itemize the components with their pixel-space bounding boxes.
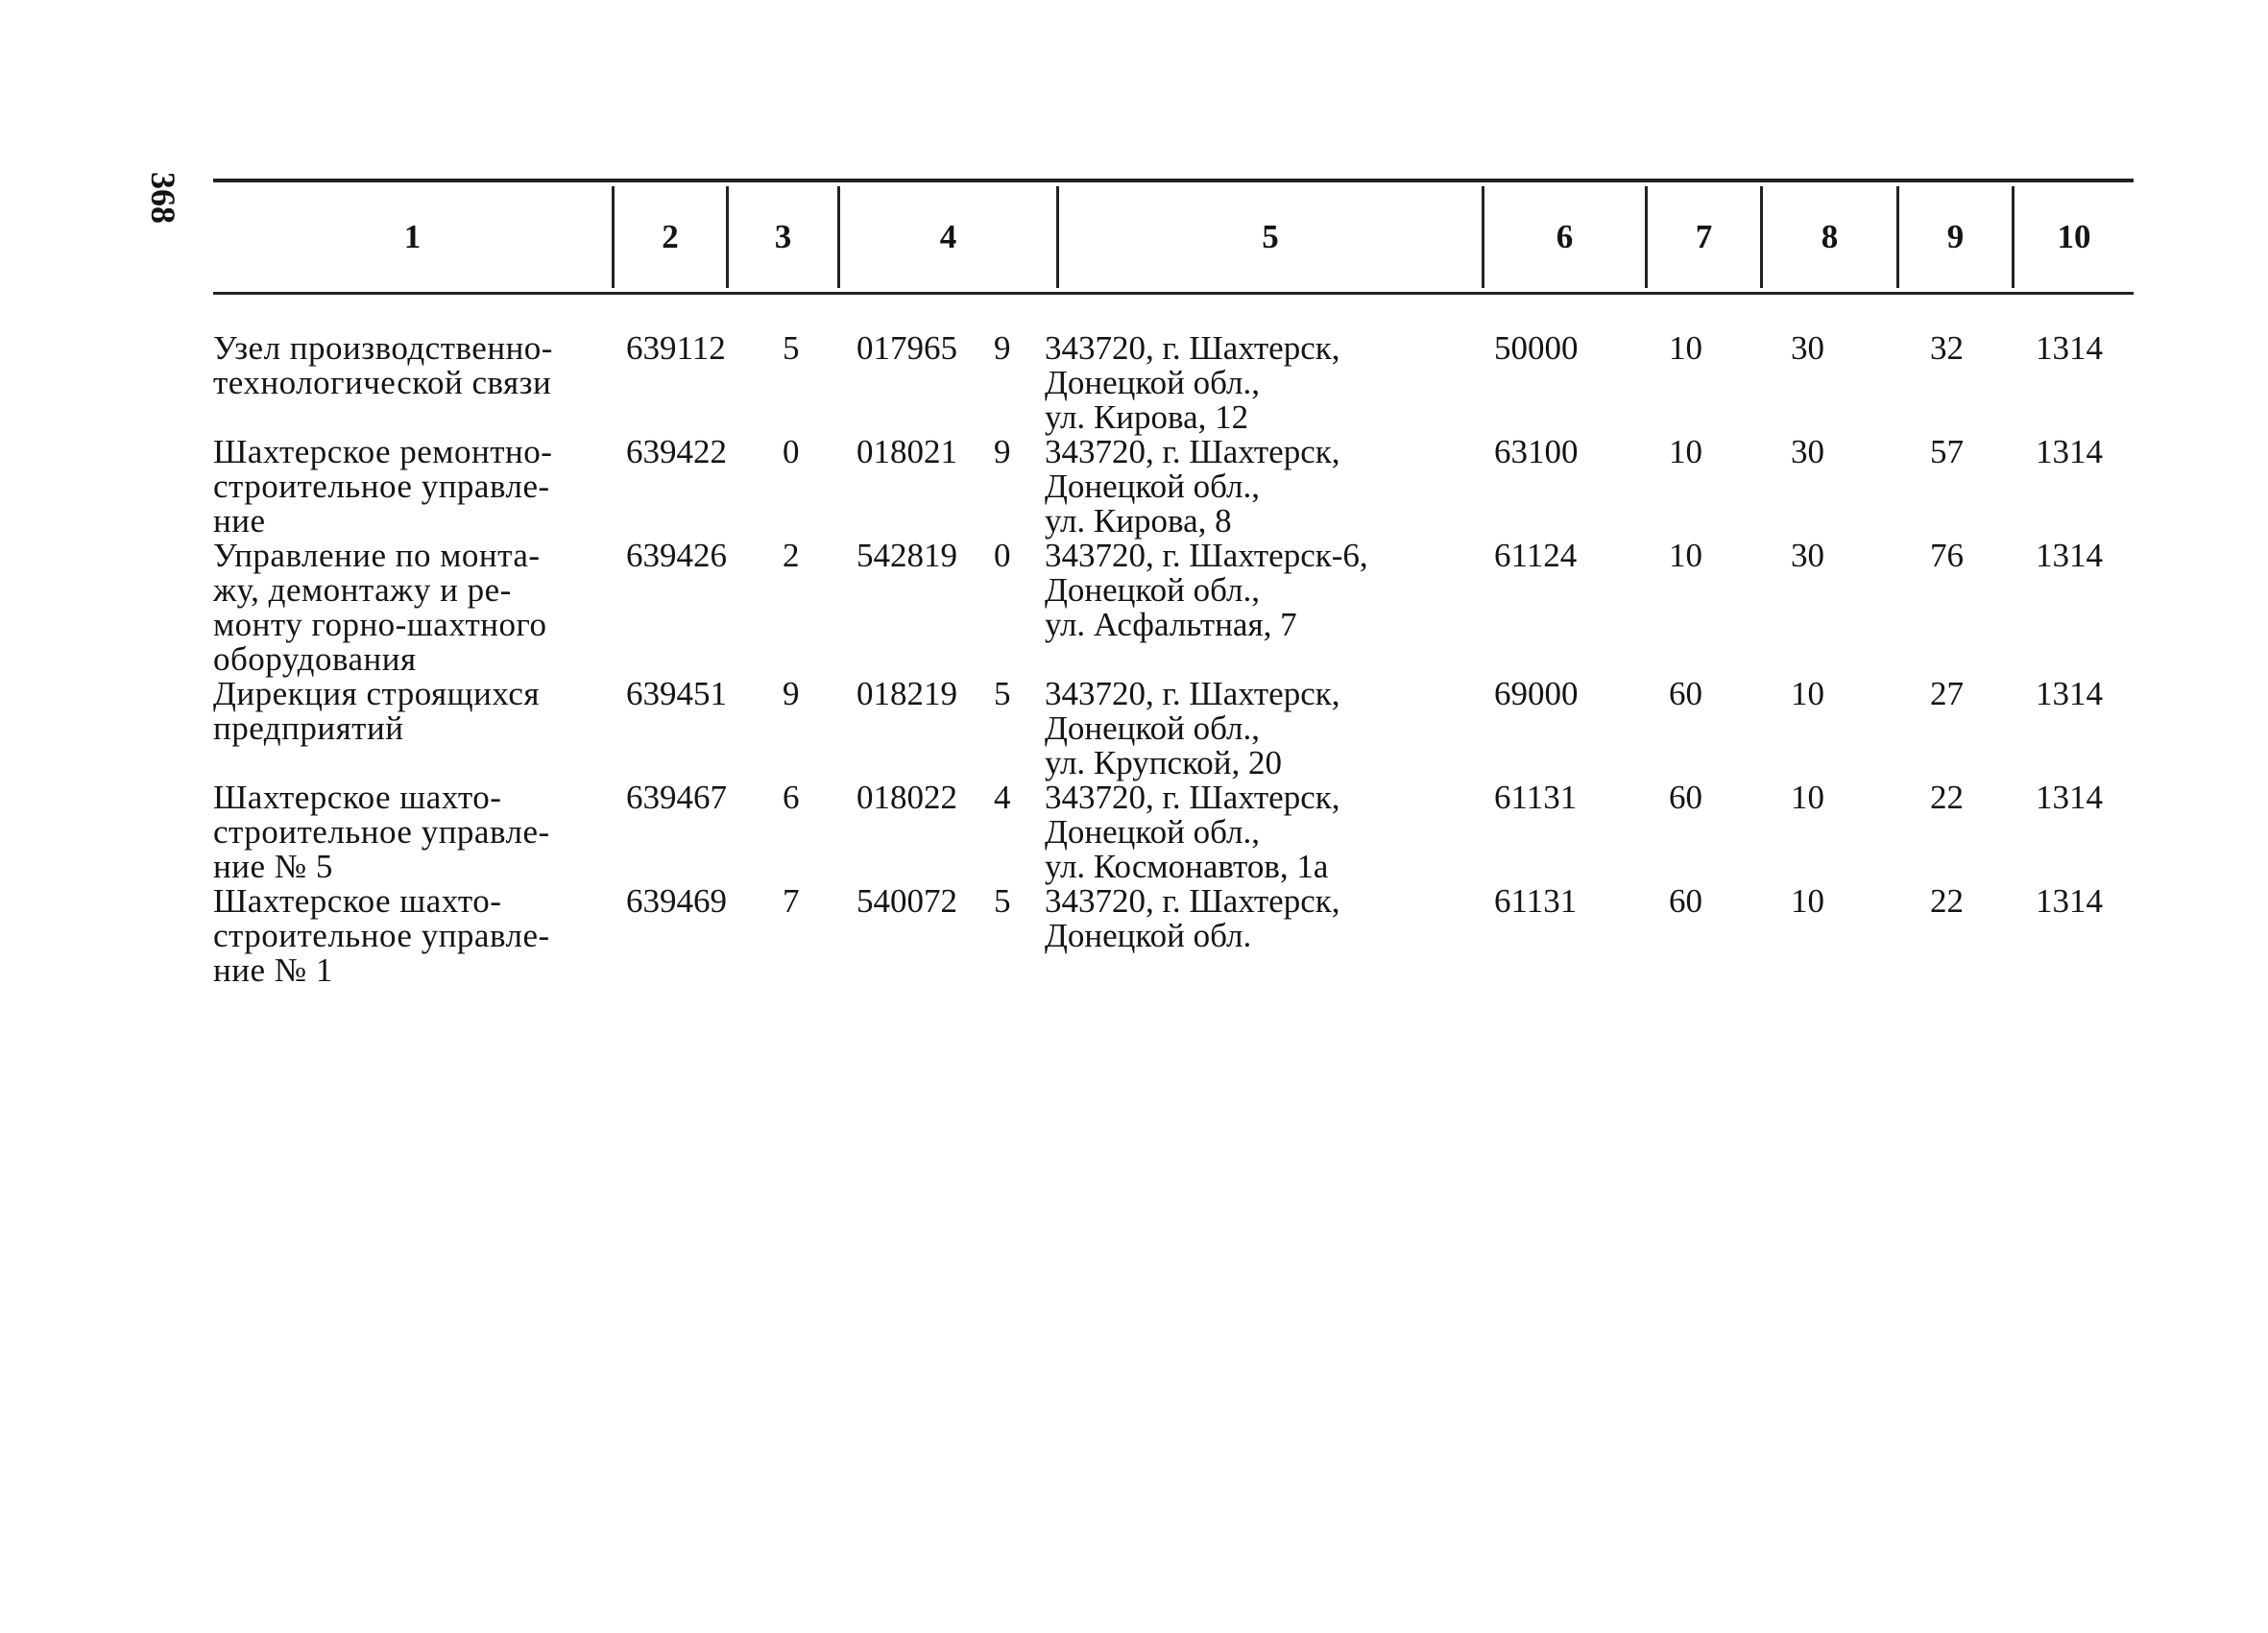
cell-col-2: 639467	[626, 779, 727, 816]
cell-col-7: 60	[1669, 779, 1702, 816]
column-header-7: 7	[1695, 218, 1713, 255]
cell-col-1-line: строительное управле-	[213, 468, 550, 505]
cell-col-5-line: Донецкой обл.,	[1045, 364, 1260, 401]
cell-col-4: 540072	[857, 882, 957, 920]
cell-col-1-line: Шахтерское шахто-	[213, 882, 502, 920]
cell-col-10: 1314	[2036, 433, 2103, 470]
cell-col-7: 10	[1669, 433, 1702, 470]
cell-col-1-line: оборудования	[213, 640, 417, 678]
cell-col-5-line: 343720, г. Шахтерск,	[1045, 433, 1340, 470]
cell-col-5-line: ул. Крупской, 20	[1045, 744, 1283, 781]
cell-col-6: 61124	[1494, 537, 1578, 574]
cell-col-3: 7	[783, 882, 800, 920]
cell-col-5-line: Донецкой обл.,	[1045, 813, 1260, 851]
cell-col-5-line: 343720, г. Шахтерск,	[1045, 882, 1340, 920]
cell-col-1-line: строительное управле-	[213, 813, 550, 851]
cell-col-2: 639469	[626, 882, 727, 920]
cell-col-4: 018021	[857, 433, 957, 470]
cell-col-2: 639426	[626, 537, 727, 574]
cell-col-5-line: 343720, г. Шахтерск,	[1045, 779, 1340, 816]
cell-col-3: 2	[783, 537, 800, 574]
cell-col-1-line: Шахтерское шахто-	[213, 779, 502, 816]
cell-col-10: 1314	[2036, 882, 2103, 920]
cell-col-4: 018022	[857, 779, 957, 816]
cell-col-1-line: Управление по монта-	[213, 537, 541, 574]
cell-col-1-line: монту горно-шахтного	[213, 606, 547, 643]
cell-col-7: 10	[1669, 329, 1702, 367]
cell-col-1-line: ние № 5	[213, 848, 333, 885]
cell-col-5-line: ул. Кирова, 12	[1045, 398, 1249, 436]
cell-col-8: 30	[1791, 537, 1824, 574]
cell-col-9: 22	[1930, 779, 1964, 816]
cell-col-6: 61131	[1494, 779, 1578, 816]
cell-col-4: 018219	[857, 675, 957, 712]
cell-col-8: 30	[1791, 433, 1824, 470]
cell-col-1-line: Дирекция строящихся	[213, 675, 540, 712]
cell-col-4: 542819	[857, 537, 957, 574]
cell-col-5-line: Донецкой обл.,	[1045, 571, 1260, 609]
cell-col-2: 639422	[626, 433, 727, 470]
cell-col-10: 1314	[2036, 537, 2103, 574]
cell-col-6: 61131	[1494, 882, 1578, 920]
table-header-rule	[213, 292, 2134, 295]
cell-col-4-check: 5	[994, 882, 1011, 920]
cell-col-4-check: 0	[994, 537, 1011, 574]
cell-col-4-check: 4	[994, 779, 1011, 816]
column-header-1: 1	[403, 218, 422, 255]
table-top-rule	[213, 179, 2134, 182]
cell-col-3: 5	[783, 329, 800, 367]
cell-col-10: 1314	[2036, 675, 2103, 712]
cell-col-1-line: Шахтерское ремонтно-	[213, 433, 553, 470]
cell-col-9: 32	[1930, 329, 1964, 367]
cell-col-8: 10	[1791, 779, 1824, 816]
column-header-9: 9	[1946, 218, 1965, 255]
cell-col-3: 9	[783, 675, 800, 712]
cell-col-5-line: ул. Космонавтов, 1а	[1045, 848, 1329, 885]
cell-col-5-line: Донецкой обл.,	[1045, 468, 1260, 505]
column-header-8: 8	[1821, 218, 1839, 255]
cell-col-6: 63100	[1494, 433, 1579, 470]
cell-col-9: 27	[1930, 675, 1964, 712]
cell-col-6: 50000	[1494, 329, 1579, 367]
cell-col-1-line: ние	[213, 502, 266, 540]
cell-col-3: 0	[783, 433, 800, 470]
cell-col-4-check: 9	[994, 433, 1011, 470]
cell-col-5-line: ул. Кирова, 8	[1045, 502, 1232, 540]
cell-col-9: 22	[1930, 882, 1964, 920]
cell-col-1-line: Узел производственно-	[213, 329, 553, 367]
column-header-3: 3	[774, 218, 792, 255]
cell-col-4-check: 5	[994, 675, 1011, 712]
cell-col-3: 6	[783, 779, 800, 816]
cell-col-1-line: строительное управле-	[213, 917, 550, 954]
column-header-10: 10	[2057, 218, 2091, 255]
cell-col-8: 30	[1791, 329, 1824, 367]
cell-col-7: 60	[1669, 882, 1702, 920]
cell-col-6: 69000	[1494, 675, 1579, 712]
cell-col-8: 10	[1791, 675, 1824, 712]
cell-col-4: 017965	[857, 329, 957, 367]
cell-col-2: 639112	[626, 329, 726, 367]
cell-col-1-line: ние № 1	[213, 951, 333, 989]
cell-col-8: 10	[1791, 882, 1824, 920]
cell-col-10: 1314	[2036, 329, 2103, 367]
column-header-4: 4	[939, 218, 957, 255]
cell-col-2: 639451	[626, 675, 727, 712]
cell-col-5-line: Донецкой обл.	[1045, 917, 1252, 954]
cell-col-5-line: 343720, г. Шахтерск,	[1045, 675, 1340, 712]
cell-col-7: 60	[1669, 675, 1702, 712]
cell-col-5-line: ул. Асфальтная, 7	[1045, 606, 1297, 643]
cell-col-5-line: 343720, г. Шахтерск-6,	[1045, 537, 1368, 574]
column-header-6: 6	[1556, 218, 1574, 255]
cell-col-1-line: предприятий	[213, 709, 404, 747]
cell-col-5-line: Донецкой обл.,	[1045, 709, 1260, 747]
cell-col-5-line: 343720, г. Шахтерск,	[1045, 329, 1340, 367]
cell-col-10: 1314	[2036, 779, 2103, 816]
cell-col-1-line: жу, демонтажу и ре-	[213, 571, 512, 609]
cell-col-4-check: 9	[994, 329, 1011, 367]
column-header-5: 5	[1262, 218, 1279, 255]
cell-col-9: 76	[1930, 537, 1964, 574]
cell-col-9: 57	[1930, 433, 1964, 470]
cell-col-1-line: технологической связи	[213, 364, 552, 401]
cell-col-7: 10	[1669, 537, 1702, 574]
page-number: 368	[144, 172, 182, 224]
column-header-2: 2	[662, 218, 679, 255]
